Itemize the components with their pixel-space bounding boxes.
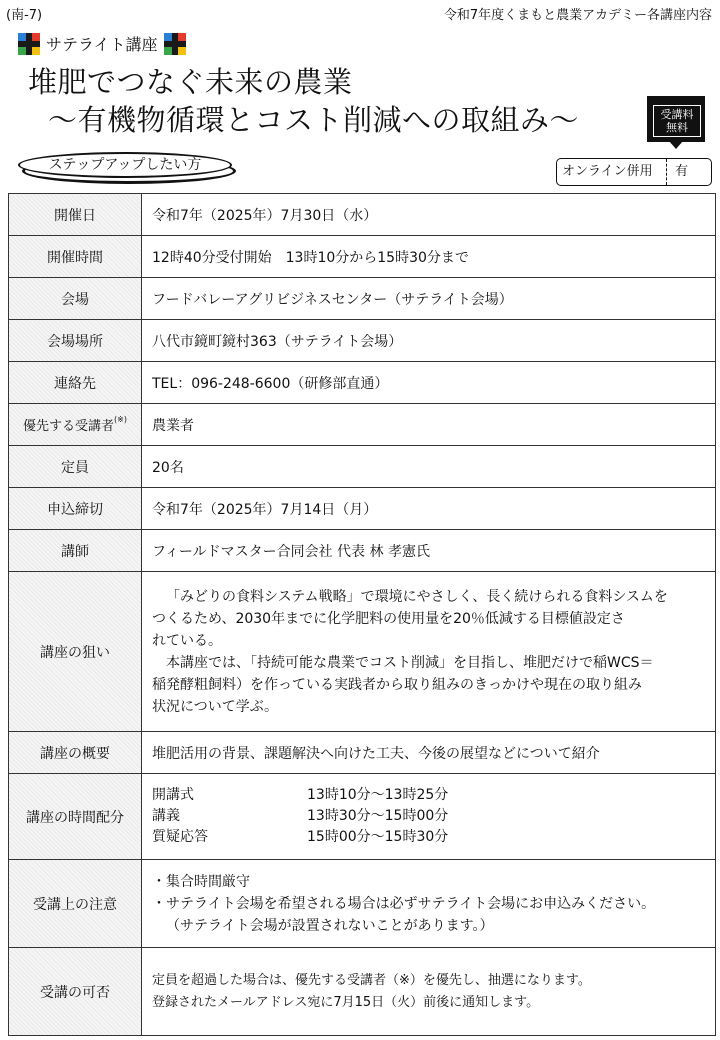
row-label: 会場場所 [9,320,142,362]
table-row [9,732,716,774]
online-label: オンライン併用 [557,159,667,185]
row-label: 講座の概要 [9,732,142,774]
row-value: TEL：096-248-6600（研修部直通） [142,362,716,404]
row-value [142,860,716,948]
row-label [9,404,142,446]
table-row [9,530,716,572]
table-row [9,446,716,488]
online-value: 有 [675,164,689,179]
row-value [142,572,716,732]
header-series-title: 令和7年度くまもと農業アカデミー各講座内容 [443,8,712,23]
row-label: 会場 [9,278,142,320]
table-row [9,278,716,320]
priority-label: 優先する受講者 [23,419,115,434]
priority-mark: (※) [114,415,127,424]
row-value: 令和7年（2025年）7月30日（水） [142,194,716,236]
table-row [9,860,716,948]
aim-line: つくるため、2030年までに化学肥料の使用量を20％低減する目標値設定さ [152,610,625,627]
row-label: 講師 [9,530,142,572]
course-category-label: サテライト講座 [46,35,158,54]
row-value [142,948,716,1036]
badge-line2: 無料 [666,121,688,134]
badge-line1: 受講料 [660,108,694,121]
aim-line: 稲発酵粗飼料）を作っている実践者から取り組みのきっかけや現在の取り組み [152,676,642,693]
schedule-list [152,785,705,848]
acceptance-line: 定員を超過した場合は、優先する受講者（※）を優先し、抽選になります。 [152,972,591,988]
row-value [142,774,716,860]
row-value: フィールドマスター合同会社 代表 林 孝憲氏 [142,530,716,572]
table-row [9,774,716,860]
note-line: ・集合時間厳守 [152,873,250,890]
row-value: フードバレーアグリビジネスセンター（サテライト会場） [142,278,716,320]
free-tuition-badge [647,96,705,142]
note-line: （サテライト会場が設置されないことがあります。） [166,917,494,934]
row-value: 八代市鏡町鏡村363（サテライト会場） [142,320,716,362]
aim-line: 状況について学ぶ。 [152,698,278,715]
acceptance-line: 登録されたメールアドレス宛に7月15日（火）前後に通知します。 [152,994,540,1010]
course-category [18,32,186,55]
schedule-item-name: 開講式 [152,787,194,803]
table-row [9,194,716,236]
row-label: 定員 [9,446,142,488]
table-row [9,404,716,446]
schedule-item-time: 15時00分～15時30分 [307,829,449,845]
table-row [9,236,716,278]
table-row [9,488,716,530]
row-value: 堆肥活用の背景、課題解決へ向けた工夫、今後の展望などについて紹介 [142,732,716,774]
table-row [9,572,716,732]
page-code: (南-7) [6,8,43,23]
course-subtitle: ～有機物循環とコスト削減への取組み～ [48,103,580,137]
row-label: 申込締切 [9,488,142,530]
aim-line: 「みどりの食料システム戦略」で環境にやさしく、長く続けられる食料シスムを [166,588,668,605]
table-row [9,320,716,362]
row-label: 講座の時間配分 [9,774,142,860]
satellite-cross-icon [164,33,186,55]
table-row [9,948,716,1036]
schedule-item-time: 13時30分～15時00分 [307,808,449,824]
target-audience-label: ステップアップしたい方 [18,152,232,178]
row-label: 受講の可否 [9,948,142,1036]
row-value: 令和7年（2025年）7月14日（月） [142,488,716,530]
satellite-cross-icon [18,33,40,55]
row-label: 開催時間 [9,236,142,278]
online-availability [556,158,712,186]
target-audience-badge [18,152,236,182]
schedule-item-name: 質疑応答 [152,829,208,845]
note-line: ・サテライト会場を希望される場合は必ずサテライト会場にお申込みください。 [152,895,656,912]
course-title: 堆肥でつなぐ未来の農業 [28,65,353,99]
row-value: 20名 [142,446,716,488]
row-label: 開催日 [9,194,142,236]
aim-line: 本講座では、「持続可能な農業でコスト削減」を目指し、堆肥だけで稲WCS＝ [166,654,654,671]
row-value: 農業者 [142,404,716,446]
table-row [9,362,716,404]
row-value: 12時40分受付開始 13時10分から15時30分まで [142,236,716,278]
schedule-item-name: 講義 [152,808,180,824]
course-info-table [8,193,716,1036]
aim-line: れている。 [152,632,222,649]
row-label: 受講上の注意 [9,860,142,948]
row-label: 連絡先 [9,362,142,404]
schedule-item-time: 13時10分～13時25分 [307,787,449,803]
row-label: 講座の狙い [9,572,142,732]
